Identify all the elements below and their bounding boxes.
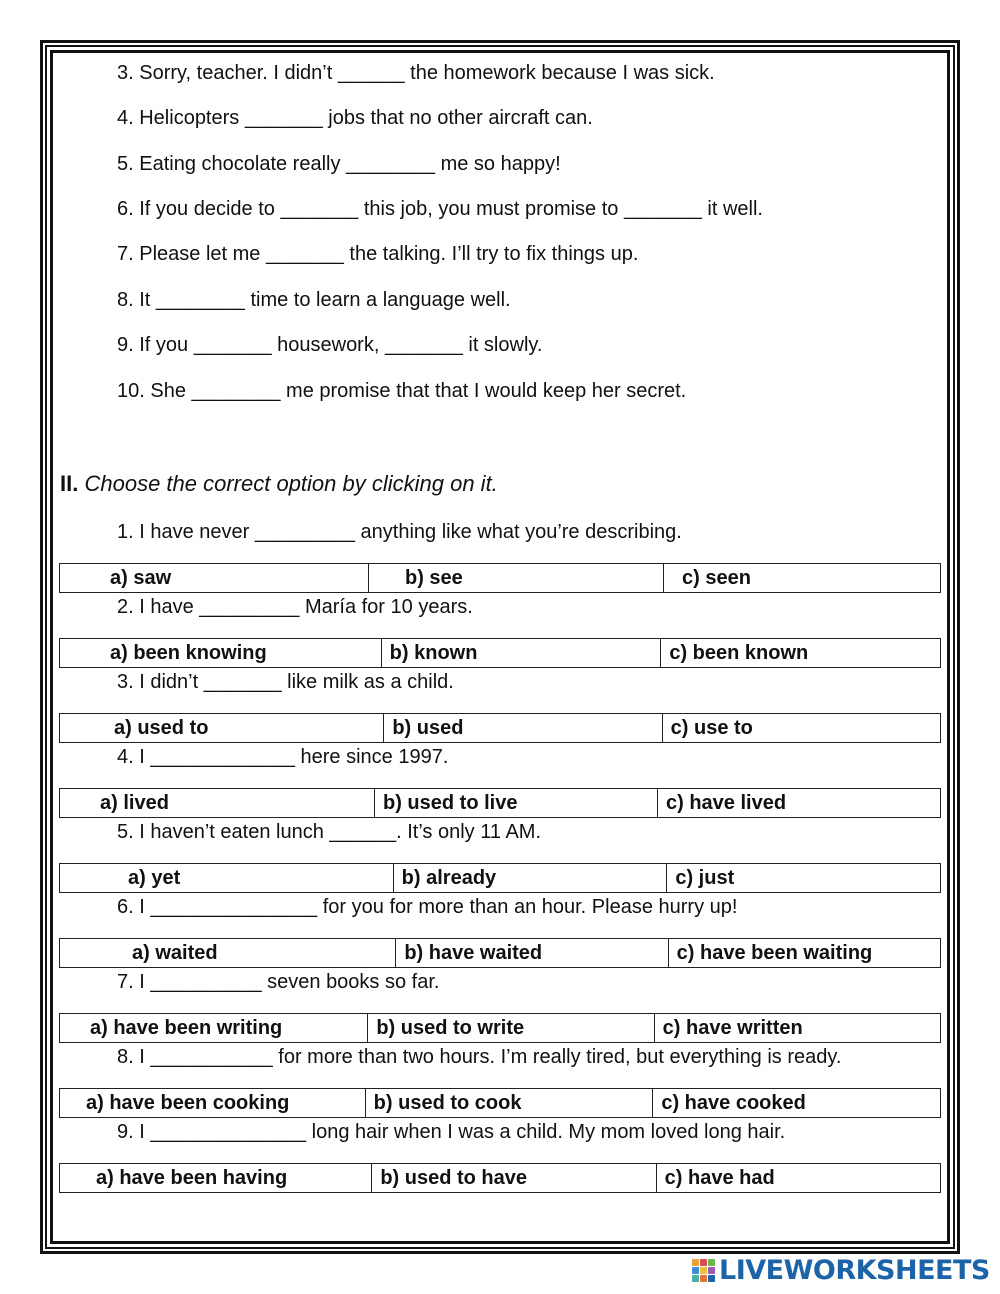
section-numeral: II. <box>60 471 79 496</box>
option-9b[interactable]: b) used to have <box>372 1164 656 1192</box>
options-row-7 <box>59 1013 941 1043</box>
liveworksheets-logo[interactable] <box>692 1255 990 1285</box>
question-5: 5. I haven’t eaten lunch ______. It’s only 11 AM. <box>117 821 541 843</box>
option-7c[interactable]: c) have written <box>662 1017 803 1039</box>
option-1a[interactable]: a) saw <box>60 564 369 592</box>
option-8c[interactable]: c) have cooked <box>661 1092 806 1114</box>
section-instruction: Choose the correct option by clicking on it. <box>84 471 498 496</box>
option-7a[interactable]: a) have been writing <box>60 1014 368 1042</box>
question-3: 3. I didn’t _______ like milk as a child. <box>117 671 454 693</box>
option-1c[interactable]: c) seen <box>682 567 751 589</box>
option-2b[interactable]: b) known <box>382 639 662 667</box>
exercise-line-9: 9. If you _______ housework, _______ it slowly. <box>117 334 543 356</box>
option-1b[interactable]: b) see <box>369 564 664 592</box>
option-6a[interactable]: a) waited <box>60 939 396 967</box>
option-6b[interactable]: b) have waited <box>396 939 668 967</box>
logo-text: LIVEWORKSHEETS <box>719 1254 990 1286</box>
question-8: 8. I ___________ for more than two hours. I’m really tired, but everything is ready. <box>117 1046 842 1068</box>
option-9a[interactable]: a) have been having <box>60 1164 372 1192</box>
question-4: 4. I _____________ here since 1997. <box>117 746 449 768</box>
option-6c[interactable]: c) have been waiting <box>676 942 873 964</box>
option-2a[interactable]: a) been knowing <box>60 639 382 667</box>
question-2: 2. I have _________ María for 10 years. <box>117 596 473 618</box>
options-row-3 <box>59 713 941 743</box>
options-row-9 <box>59 1163 941 1193</box>
exercise-line-10: 10. She ________ me promise that that I would keep her secret. <box>117 380 687 402</box>
option-8a[interactable]: a) have been cooking <box>60 1089 366 1117</box>
liveworksheets-logo-icon <box>692 1259 715 1282</box>
section-heading <box>60 470 498 498</box>
option-5b[interactable]: b) already <box>394 864 668 892</box>
question-1: 1. I have never _________ anything like what you’re describing. <box>117 521 682 543</box>
exercise-line-3: 3. Sorry, teacher. I didn’t ______ the homework because I was sick. <box>117 62 715 84</box>
option-3a[interactable]: a) used to <box>60 714 384 742</box>
option-8b[interactable]: b) used to cook <box>366 1089 654 1117</box>
option-5c[interactable]: c) just <box>675 867 735 889</box>
exercise-line-4: 4. Helicopters _______ jobs that no other aircraft can. <box>117 107 593 129</box>
exercise-line-8: 8. It ________ time to learn a language well. <box>117 289 511 311</box>
option-7b[interactable]: b) used to write <box>368 1014 654 1042</box>
option-3b[interactable]: b) used <box>384 714 662 742</box>
option-2c[interactable]: c) been known <box>669 642 809 664</box>
question-6: 6. I _______________ for you for more than an hour. Please hurry up! <box>117 896 738 918</box>
options-row-6 <box>59 938 941 968</box>
option-4a[interactable]: a) lived <box>60 789 375 817</box>
options-row-4 <box>59 788 941 818</box>
options-row-1 <box>59 563 941 593</box>
option-9c[interactable]: c) have had <box>664 1167 775 1189</box>
option-5a[interactable]: a) yet <box>60 864 394 892</box>
option-4b[interactable]: b) used to live <box>375 789 658 817</box>
options-row-5 <box>59 863 941 893</box>
exercise-line-7: 7. Please let me _______ the talking. I’ll try to fix things up. <box>117 243 639 265</box>
question-7: 7. I __________ seven books so far. <box>117 971 440 993</box>
options-row-2 <box>59 638 941 668</box>
exercise-line-5: 5. Eating chocolate really ________ me so happy! <box>117 153 561 175</box>
option-3c[interactable]: c) use to <box>670 717 753 739</box>
question-9: 9. I ______________ long hair when I was a child. My mom loved long hair. <box>117 1121 786 1143</box>
option-4c[interactable]: c) have lived <box>666 792 787 814</box>
exercise-line-6: 6. If you decide to _______ this job, you must promise to _______ it well. <box>117 198 763 220</box>
options-row-8 <box>59 1088 941 1118</box>
